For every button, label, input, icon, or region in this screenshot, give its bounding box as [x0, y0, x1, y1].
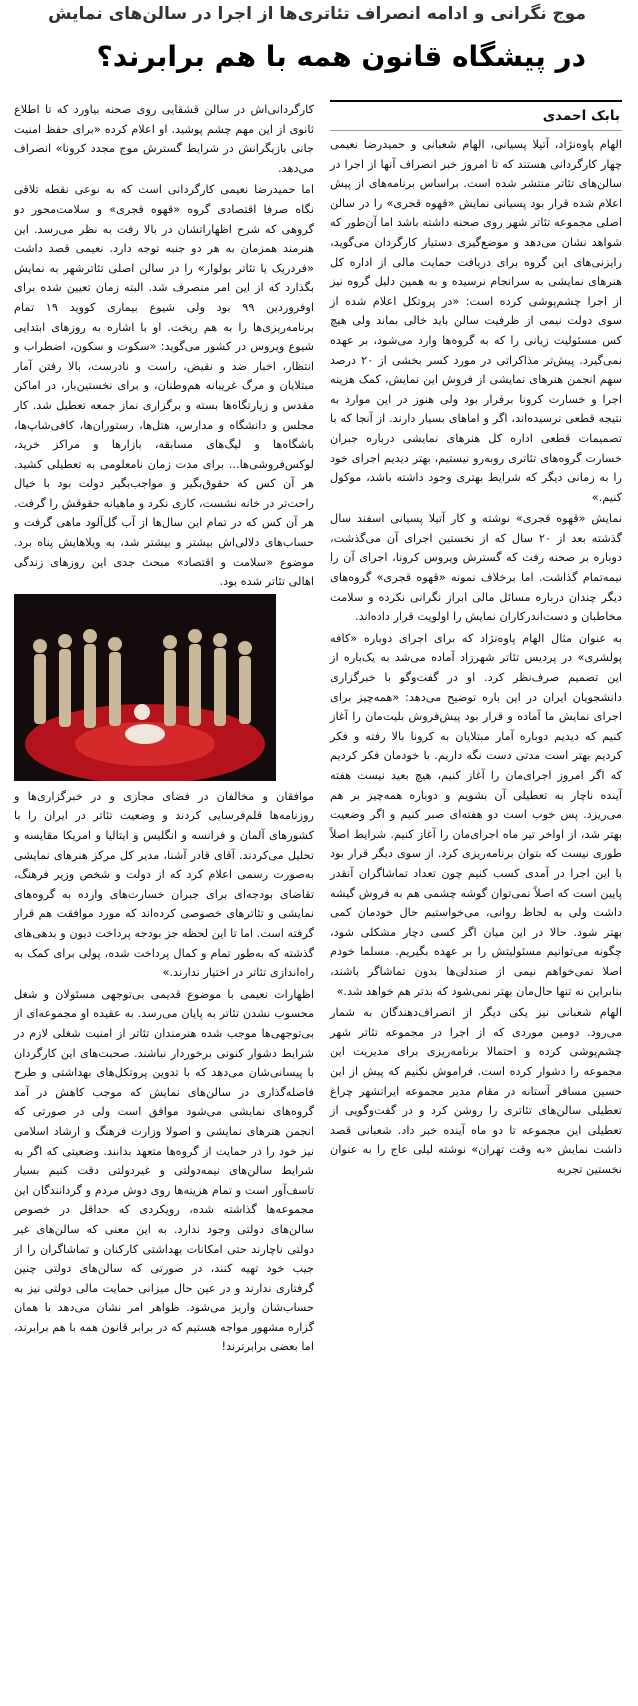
- byline: بابک احمدی: [330, 100, 622, 131]
- paragraph: نمایش «قهوه قجری» نوشته و کار آتیلا پسیانی اسفند سال گذشته بعد از ۲۰ سال که از نخستین اجرای آن می‌گذشت، دوباره بر صحنه رفت که گسترش ویروس کرونا، اجرای آن را نیمه‌تمام گذاشت. اما برخلاف نمونه «قهوه قجری» گروه‌های دیگر چندان درباره مسائل مالی ابراز نگرانی نکرده و سلامت مخاطبان و دست‌اندرکاران نمایش را اولویت قرار داده‌اند.: [330, 512, 622, 624]
- stage-performance-photo: [14, 594, 276, 781]
- paragraph: به عنوان مثال الهام پاوه‌نژاد که برای اجرای دوباره «کافه پولشری» در پردیس تئاتر شهرزاد آماده می‌شد به یک‌باره از این تصمیم صرف‌نظر کرد. او در گفت‌وگو با خبرگزاری دانشجویان ایران در این باره توضیح می‌دهد: «همه‌چیز برای اجرای نمایش ما آماده و قرار بود پیش‌فروش بلیت‌مان را آغاز کنیم که دیدیم دوباره آمار مبتلایان به کرونا بالا رفته و فکر کردیم بهتر است مدتی دست نگه داریم. با خودمان فکر کردیم که اگر امروز اجرای‌مان را آغاز کنیم، هیچ بعید نیست هفته آینده ناچار به تعطیلی آن بشویم و دوباره همه‌چیز بر هم می‌ریزد. پس خوب است دو هفته‌ای صبر کنیم و اگر وضعیت بهتر شد، از اواخر تیر ماه اجرای‌مان را آغاز کنیم. شرایط اصلاً طوری نیست که بتوان برنامه‌ریزی کرد. از سوی دیگر قرار بود با این اجرا در آمدی کسب کنیم چون تعداد تماشاگران آنقدر پایین است که اصلاً نمی‌توان گوشه چشمی هم به فروش گیشه داشت ولی به لحاظ روانی، می‌خواستیم حال خودمان کمی بهتر شود. حالا در این میان اگر کسی دچار مشکلی شود، چگونه می‌توانیم مسئولیتش را بر عهده بگیریم. مسلما خودم اصلا نمی‌خواهم نیمی از صندلی‌ها بدون تماشاگر باشند، بنابراین نه تنها حال‌مان بهتر نمی‌شود که بدتر هم خواهد شد.»: [330, 631, 622, 998]
- paragraph: الهام شعبانی نیز یکی دیگر از انصراف‌دهندگان به شمار می‌رود. دومین موردی که از اجرا در مجموعه تئاتر شهر چشم‌پوشی کرده و احتمالا برنامه‌ریزی برای مدیریت این مجموعه را دشوار کرده است. فراموش نکنیم که پیش از این حسین مسافر آستانه در مقام مدیر مجموعه ایرانشهر چراغ تعطیلی سالن‌های تئاتری را روشن کرد و در گفت‌وگویی از تعطیلی این مجموعه تا دو ماه آینده خبر داد. شعبانی قصد داشت نمایش «به وقت تهران» نوشته لیلی عاج را به عنوان نخستین تجربه: [330, 1006, 622, 1176]
- paragraph: الهام پاوه‌نژاد، آتیلا پسیانی، الهام شعبانی و حمیدرضا نعیمی چهار کارگردانی هستند که تا امروز خبر انصراف آنها از اجرا در سالن‌های تئاتر منتشر شده است. براساس برنامه‌های از پیش اعلام شده قرار بود پسیانی نمایش «قهوه قجری» را در سالن اصلی مجموعه تئاتر شهر روی صحنه داشته باشد اما آن‌طور که شواهد نشان می‌دهد و موضع‌گیری دستیار کارگردان می‌گوید، رایزنی‌های این گروه برای دریافت حمایت مالی از اداره کل هنرهای نمایشی به سرانجام نرسیده و به همین دلیل گروه نیز از اجرا چشم‌پوشی کرده است: «در پروتکل اعلام شده از سوی دولت نیمی از ظرفیت سالن باید خالی بماند ولی هیچ کس مسئولیت زیانی را که به گروه‌ها وارد می‌شود، بر عهده نمی‌گیرد. پیش‌تر مذاکراتی در مورد کسر بخشی از ۲۰ درصد سهم انجمن هنرهای نمایشی از فروش این نمایش، کمک هزینه اجرا و خسارت کرونا برقرار بود ولی هنوز در این موارد به نتیجه قطعی نرسیده‌اند، اگر و اماهای بسیار دارند. از آنجا که با تصمیمات قطعی اداره کل هنرهای نمایشی درباره جبران خسارت گروه‌های تئاتری روبه‌رو نیستیم، بهتر دیدیم اجرای خود را به زمانی دیگر که شرایط بهتری وجود داشته باشد، موکول کنیم.»: [330, 138, 622, 504]
- article-header: [0, 0, 638, 98]
- right-column: [330, 100, 622, 1181]
- paragraph: موافقان و مخالفان در فضای مجازی و در خبرگزاری‌ها و روزنامه‌ها قلم‌فرسایی کردند و وضعیت تئاتر در ایران را با کشورهای آلمان و فرانسه و انگلیس و ایتالیا و امریکا مقایسه و تحلیل می‌کردند. آقای قادر آشنا، مدیر کل مرکز هنرهای نمایشی به‌صورت رسمی اعلام کرد که از دولت و شخص وزیر فرهنگ، تقاضای بودجه‌ای برای جبران خسارت‌های وارده به گروه‌های نمایشی و تئاترهای خصوصی کرده‌اند که مورد موافقت هم قرار گرفته است. اما تا این لحظه جز بودجه پرداخت دیون و بدهی‌های گذشته که به‌طور تمام و کمال پرداخت شده، پولی برای کمک به راه‌اندازی تئاتر در اختیار ندارند.»: [14, 789, 314, 980]
- kicker: موج نگرانی و ادامه انصراف تئاتری‌ها از اجرا در سالن‌های نمایش: [48, 4, 586, 24]
- left-column: [14, 100, 314, 1359]
- photo-illustration: [14, 594, 276, 781]
- headline: در پیشگاه قانون همه با هم برابرند؟: [96, 40, 586, 73]
- paragraph: کارگردانی‌اش در سالن قشقایی روی صحنه بیاورد که تا اطلاع ثانوی از این مهم چشم پوشید. او اعلام کرده «برای حفظ امنیت جانی بازیگرانش در شرایط گسترش موج مجدد کرونا» انصراف می‌دهد.: [14, 103, 314, 175]
- paragraph: اظهارات نعیمی با موضوع قدیمی بی‌توجهی مسئولان و شغل محسوب نشدن تئاتر به پایان می‌رسد. به عقیده او مجموعه‌ای از بی‌توجهی‌ها موجب شده هنرمندان تئاتر از امنیت شغلی لازم در شرایط دشوار کنونی برخوردار نباشند. صحبت‌های این کارگردان با پیسانی‌شان می‌دهد که با تدوین پروتکل‌های بهداشتی و طرح فاصله‌گذاری در سالن‌های نمایش که موجب کاهش در آمد گروه‌های نمایشی می‌شود موافق است ولی در صورتی که انجمن هنرهای نمایشی و اصولا وزارت فرهنگ و ارشاد اسلامی نیز خود را در حمایت از گروه‌ها متعهد بدانند. وضعیتی که اگر به شرایط سالن‌های نیمه‌دولتی و غیردولتی دقت کنیم بسیار تاسف‌آور است و تمام هزینه‌ها روی دوش مردم و گردانندگان این مجموعه‌ها گذاشته شده، رویکردی که حداقل در خصوص سالن‌های دولتی وجود ندارد. به این معنی که سالن‌های غیر دولتی ناچارند حتی امکانات بهداشتی کارکنان و تماشاگران را از جیب خود تهیه کنند، در صورتی که سالن‌های دولتی چنین گرفتاری ندارند و در عین حال میزانی حمایت مالی دولتی نیز به حساب‌شان واریز می‌شود. ظواهر امر نشان می‌دهد با همان گزاره مشهور مواجه هستیم که در برابر قانون همه با هم برابرند، اما بعضی برابرترند!: [14, 987, 314, 1354]
- paragraph: اما حمیدرضا نعیمی کارگردانی است که به نوعی نقطه تلاقی نگاه صرفا اقتصادی گروه «قهوه قجری» و سلامت‌محور دو گروهی که شرح اظهاراتشان در بالا رفت به نظر می‌رسد. این هنرمند همزمان به هر دو جنبه توجه دارد. نعیمی قصد داشت «فردریک یا تئاتر بولوار» را در سالن اصلی تئاترشهر به نمایش بگذارد که از این امر منصرف شد. البته زمان تعیین شده برای اوفروردین ۹۹ بود ولی شیوع بیماری کووید ۱۹ تمام برنامه‌ریزی‌ها را به هم ریخت. او با اشاره به روزهای ابتدایی شیوع ویروس در کشور می‌گوید: «سکوت و سکون، اضطراب و انتظار، اخبار ضد و نقیض، راست و نادرست، بالا رفتن آمار مبتلایان و مرگ غریبانه هم‌وطنان، و برای نخستین‌بار، در اماکن مقدس و زیارتگاه‌ها بسته و برگزاری نماز جمعه تعطیل شد. کار مجلس و دانشگاه و مدارس، هتل‌ها، رستوران‌ها، کافی‌شاپ‌ها، باشگاه‌ها و لیگ‌های مسابقه، بازارها و مراکز خرید، لوکس‌فروشی‌ها... برای مدت زمان نامعلومی به تعطیلی کشید. هر آن کس که حقوق‌بگیر و مواجب‌بگیر دولت بود با خیال راحت‌تر در خانه نشست، کاری نکرد و ماهیانه حقوقش را گرفت. هر آن کس که در تمام این سال‌ها از آب گل‌آلود ماهی گرفت و حساب‌های دلالی‌اش بیشتر و بیشتر شد، به ویلاهایش پناه برد. موضوع «سلامت و اقتصاد» مبحث جدی این روزهای زندگی اهالی تئاتر شده بود.: [14, 183, 315, 589]
